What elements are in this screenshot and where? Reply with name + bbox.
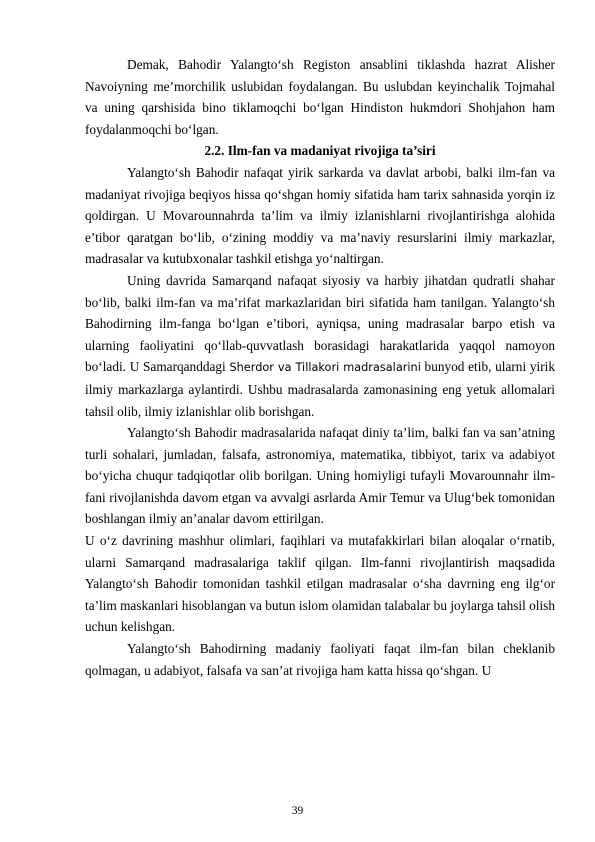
paragraph-samarqand-part-1: Uning davrida Samarqand nafaqat siyosiy va harbiy jihatdan qudratli shahar bo‘lib, balki ilm-fan va ma’rifat markazlaridan biri sifatida ham tanilgan. Yalangto‘sh Bahodirning ilm-fanga bo‘lgan e’tibori, ayniqsa, uning madrasalar barpo etish va ularning faoliyatini qo‘llab-quvvatlash borasidagi harakatlarida yaqqol namoyon bo‘ladi. U Samarqanddagi	[85, 272, 555, 375]
paragraph-registon: Demak, Bahodir Yalangto‘sh Registon ansablini tiklashda hazrat Alisher Navoiyning me’morchilik uslubidan foydalangan. Bu uslubdan keyinchalik Tojmahal va uning qarshisida bino tiklamoqchi bo‘lgan Hindiston hukmdori Shohjahon ham foydalanmoqchi bo‘lgan.	[85, 57, 555, 137]
madrasa-names: Sherdor va Tillakori madrasalarini	[229, 361, 421, 375]
section-heading: 2.2. Ilm-fan va madaniyat rivojiga ta’siri	[204, 143, 436, 159]
paragraph-samarqand-part-2: bunyod etib, ularni yirik ilmiy markazlarga aylantirdi. Ushbu madrasalarda zamonasining eng yetuk allomalari tahsil olib, ilmiy izlanishlar olib borishgan.	[85, 359, 555, 419]
paragraph-scholars: U o‘z davrining mashhur olimlari, faqihlari va mutafakkirlari bilan aloqalar o‘rnatib, ularni Samarqand madrasalariga taklif qilgan. Ilm-fanni rivojlantirish maqsadida Yalangto‘sh Bahodir tomonidan tashkil etilgan madrasalar o‘sha davrning eng ilg‘or ta’lim maskanlari hisoblangan va butun islom olamidan talabalar bu joylarga tahsil olish uchun kelishgan.	[85, 533, 555, 635]
paragraph-culture: Yalangto‘sh Bahodirning madaniy faoliyati faqat ilm-fan bilan cheklanib qolmagan, u adabiyot, falsafa va san’at rivojiga ham katta hissa qo‘shgan. U	[85, 641, 555, 678]
paragraph-samarqand	[85, 270, 555, 422]
document-page	[85, 54, 555, 681]
page-number: 39	[291, 805, 304, 817]
paragraph-sciences: Yalangto‘sh Bahodir madrasalarida nafaqat diniy ta’lim, balki fan va san’atning turli sohalari, jumladan, falsafa, astronomiya, matematika, tibbiyot, tarix va adabiyot bo‘yicha chuqur tadqiqotlar olib borilgan. Uning homiyligi tufayli Movarounnahr ilm-fani rivojlanishda davom etgan va avvalgi asrlarda Amir Temur va Ulug‘bek tomonidan boshlangan ilmiy an’analar davom ettirilgan.	[85, 425, 555, 527]
paragraph-patron: Yalangto‘sh Bahodir nafaqat yirik sarkarda va davlat arbobi, balki ilm-fan va madaniyat rivojiga beqiyos hissa qo‘shgan homiy sifatida ham tarix sahnasida yorqin iz qoldirgan. U Movarounnahrda ta’lim va ilmiy izlanishlarni rivojlantirishga alohida e’tibor qaratgan bo‘lib, o‘zining moddiy va ma’naviy resurslarini ilmiy markazlar, madrasalar va kutubxonalar tashkil etishga yo‘naltirgan.	[85, 164, 555, 267]
